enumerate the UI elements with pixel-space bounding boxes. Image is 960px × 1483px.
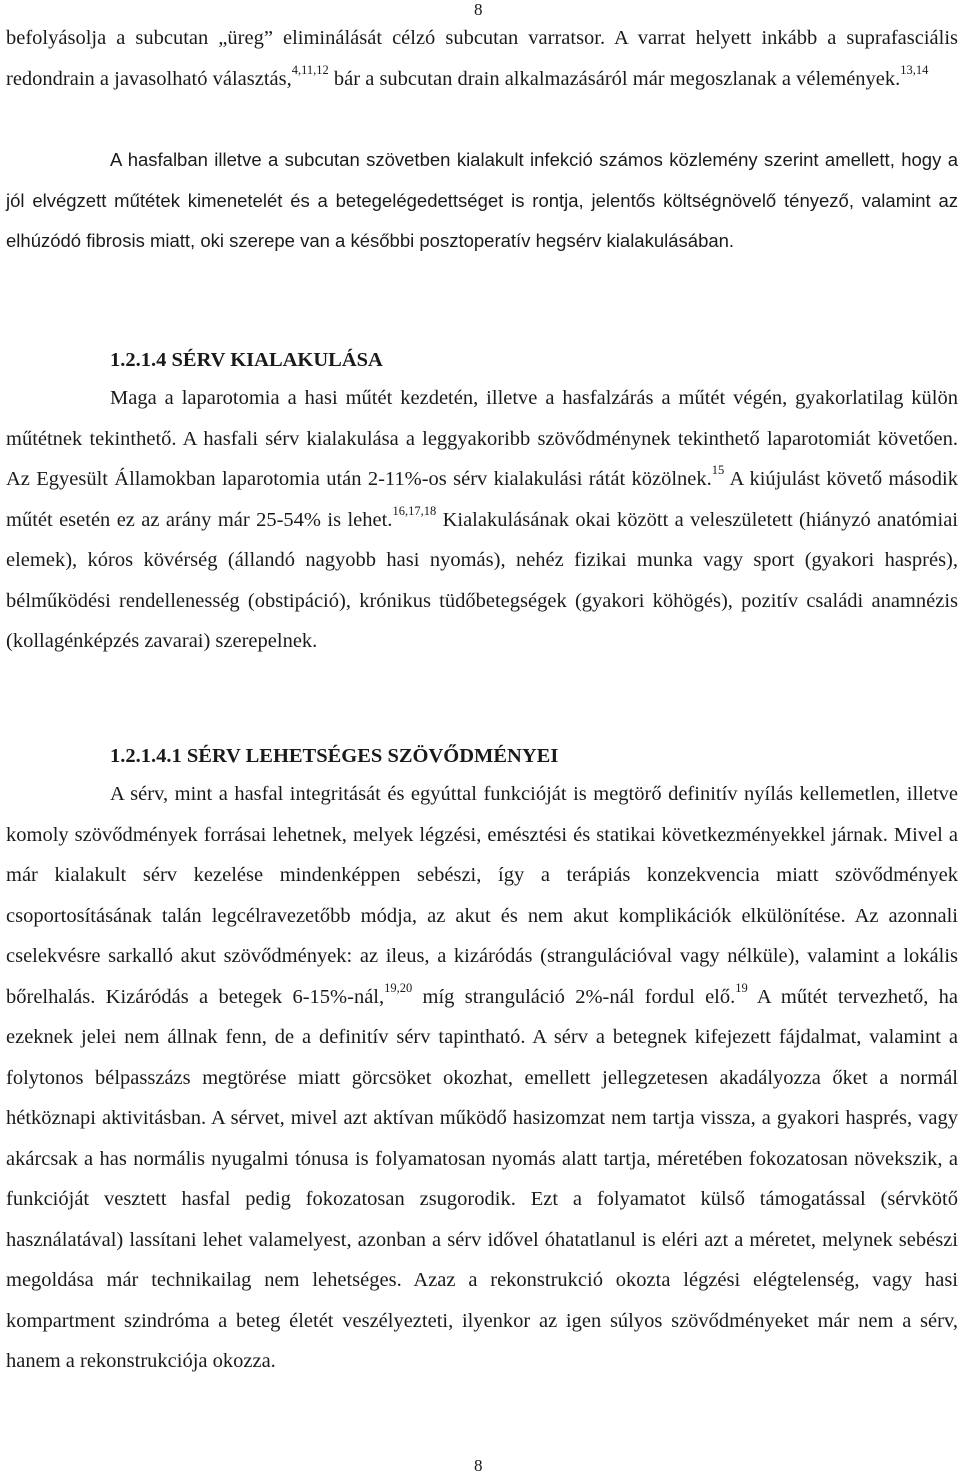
- section-heading: 1.2.1.4.1 SÉRV LEHETSÉGES SZÖVŐDMÉNYEI: [110, 745, 559, 767]
- intro-text-1: befolyásolja a subcutan „üreg” eliminálását célzó subcutan varratsor. A varrat helyett inkább a suprafasciális redondrain a javasolható választás,: [6, 27, 958, 90]
- reference-marker: 13,14: [900, 62, 929, 77]
- paragraph-text: A műtét tervezhető, ha ezeknek jelei nem állnak fenn, de a definitív sérv tapintható. A sérv a betegnek kifejezett fájdalmat, valamint a folytonos bélpasszázs megtörése miatt görcsöket okozhat, emellett jellegzetesen akadályozza őket a normál hétköznapi aktivitásban. A sérvet, mivel azt aktívan működő hasizomzat nem tartja vissza, a gyakori hasprés, vagy akárcsak a has normális nyugalmi tónusa is folyamatosan nyomás alatt tartja, méretében fokozatosan növekszik, a funkcióját vesztett hasfal pedig fokozatosan zsugorodik. Ezt a folyamatot külső támogatással (sérvkötő használatával) lassítani lehet valamelyest, azonban a sérv idővel óhatatlanul is eléri azt a méretet, melynek sebészi megoldása már technikailag nem lehetséges. Azaz a rekonstrukció okozta légzési elégtelenség, vagy hasi kompartment szindróma a beteg életét veszélyezteti, ilyenkor az igen súlyos szövődményeket már nem a sérv, hanem a rekonstrukciója okozza.: [6, 985, 958, 1372]
- intro-block: [6, 18, 958, 99]
- infection-paragraph: A hasfalban illetve a subcutan szövetben kialakult infekció számos közlemény szerint amellett, hogy a jól elvégzett műtétek kimenetelét és a betegelégedettséget is rontja, jelentős költségnövelő tényező, valamint az elhúzódó fibrosis miatt, oki szerepe van a későbbi posztoperatív hegsérv kialakulásában.: [6, 149, 958, 251]
- section-paragraph: [6, 774, 958, 1382]
- section-hernia-formation: [6, 342, 958, 662]
- section-heading: 1.2.1.4 SÉRV KIALAKULÁSA: [110, 349, 383, 371]
- paragraph-text: A kiújulást követő második műtét esetén ez az arány már 25-54% is lehet.: [6, 468, 958, 531]
- section-hernia-complications: [6, 738, 958, 1382]
- page-number-bottom: 8: [474, 1456, 483, 1475]
- reference-marker: 4,11,12: [291, 62, 329, 77]
- paragraph-text: Maga a laparotomia a hasi műtét kezdetén, illetve a hasfalzárás a műtét végén, gyakorlatilag külön műtétnek tekinthető. A hasfali sérv kialakulása a leggyakoribb szövődménynek tekinthető laparotomiát követően. Az Egyesült Államokban laparotomia után 2-11%-os sérv kialakulási rátát közölnek.: [6, 387, 958, 490]
- intro-text-2: bár a subcutan drain alkalmazásáról már megoszlanak a vélemények.: [328, 67, 901, 90]
- intro-paragraph: [6, 18, 958, 99]
- paragraph-text: míg stranguláció 2%-nál fordul elő.: [412, 985, 736, 1008]
- reference-marker: 16,17,18: [392, 503, 437, 518]
- paragraph-text: Kialakulásának okai között a veleszületett (hiányzó anatómiai elemek), kóros kövérség (állandó nagyobb hasi nyomás), nehéz fizikai munka vagy sport (gyakori hasprés), bélműködési rendellenesség (obstipáció), krónikus tüdőbetegségek (gyakori köhögés), pozitív családi anamnézis (kollagénképzés zavarai) szerepelnek.: [6, 508, 958, 652]
- reference-marker: 19: [735, 980, 748, 995]
- infection-block: [6, 140, 958, 262]
- page-number-top: 8: [474, 0, 483, 19]
- paragraph-text: A sérv, mint a hasfal integritását és egyúttal funkcióját is megtörő definitív nyílás kellemetlen, illetve komoly szövődmények forrásai lehetnek, melyek légzési, emésztési és statikai következményekkel járnak. Mivel a már kialakult sérv kezelése mindenképpen sebészi, így a terápiás konzekvencia miatt szövődmények csoportosításának talán legcélravezetőbb módja, az akut és nem akut komplikációk elkülönítése. Az azonnali cselekvésre sarkalló akut szövődmények: az ileus, a kizáródás (strangulációval vagy nélküle), valamint a lokális bőrelhalás. Kizáródás a betegek 6-15%-nál,: [6, 783, 958, 1008]
- section-paragraph: [6, 378, 958, 662]
- reference-marker: 19,20: [384, 980, 413, 995]
- reference-marker: 15: [711, 463, 725, 478]
